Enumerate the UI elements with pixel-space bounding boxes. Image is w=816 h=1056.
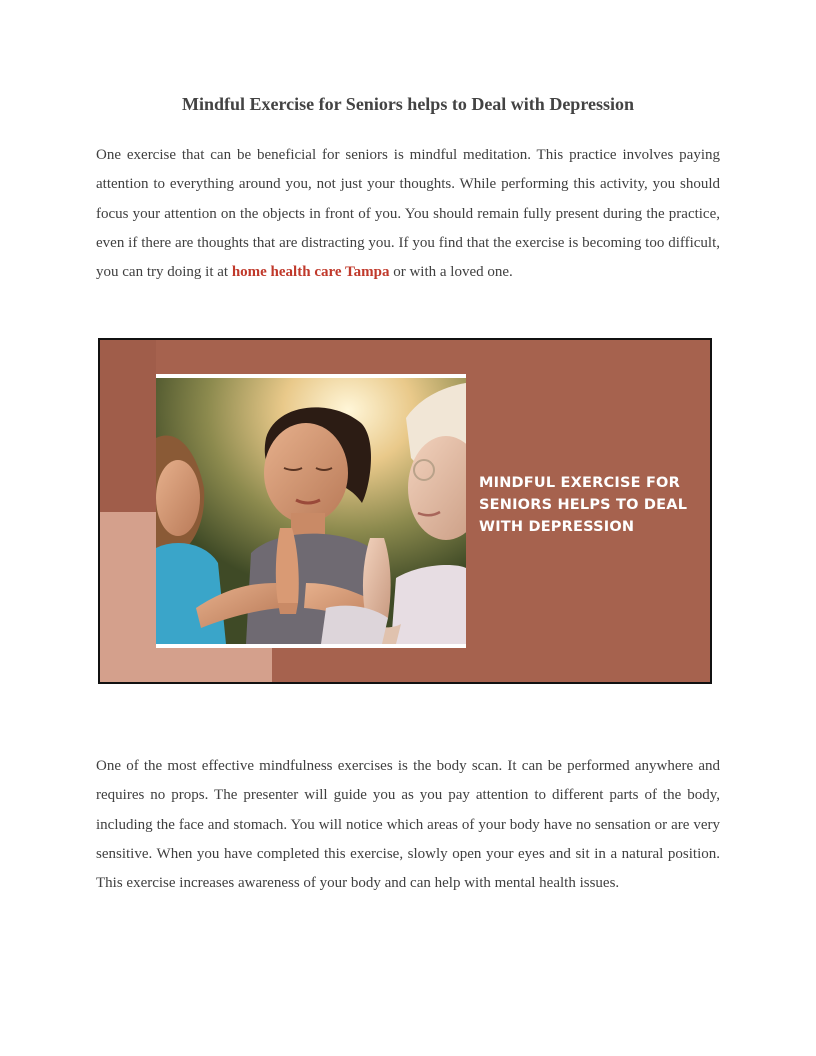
intro-text-before-link: One exercise that can be beneficial for seniors is mindful meditation. This practice involves paying attention to everything around you, not just your thoughts. While performing this activity, you should focus your attention on the objects in front of you. You should remain fully present during the practice, even if there are thoughts that are distracting you. If you find that the exercise is becoming too difficult, you can try doing it at [96, 147, 720, 281]
article-banner-image [98, 338, 712, 684]
intro-paragraph [96, 141, 720, 287]
banner-decor-block-dark [100, 340, 156, 512]
photo-frame [156, 374, 466, 648]
home-health-care-tampa-link[interactable]: home health care Tampa [231, 264, 390, 281]
body-scan-paragraph: One of the most effective mindfulness exercises is the body scan. It can be performed anywhere and requires no props. The presenter will guide you as you pay attention to different parts of the body, including the face and stomach. You will notice which areas of your body have no sensation or are very sensitive. When you have completed this exercise, slowly open your eyes and sit in a natural position. This exercise increases awareness of your body and can help with mental health issues. [96, 758, 720, 892]
intro-text-after-link: or with a loved one. [389, 264, 513, 281]
page-title: Mindful Exercise for Seniors helps to Deal with Depression [181, 94, 634, 114]
meditating-women-photo [156, 378, 466, 644]
banner-heading: MINDFUL EXERCISE FOR SENIORS HELPS TO DEAL WITH DEPRESSION [479, 475, 688, 535]
